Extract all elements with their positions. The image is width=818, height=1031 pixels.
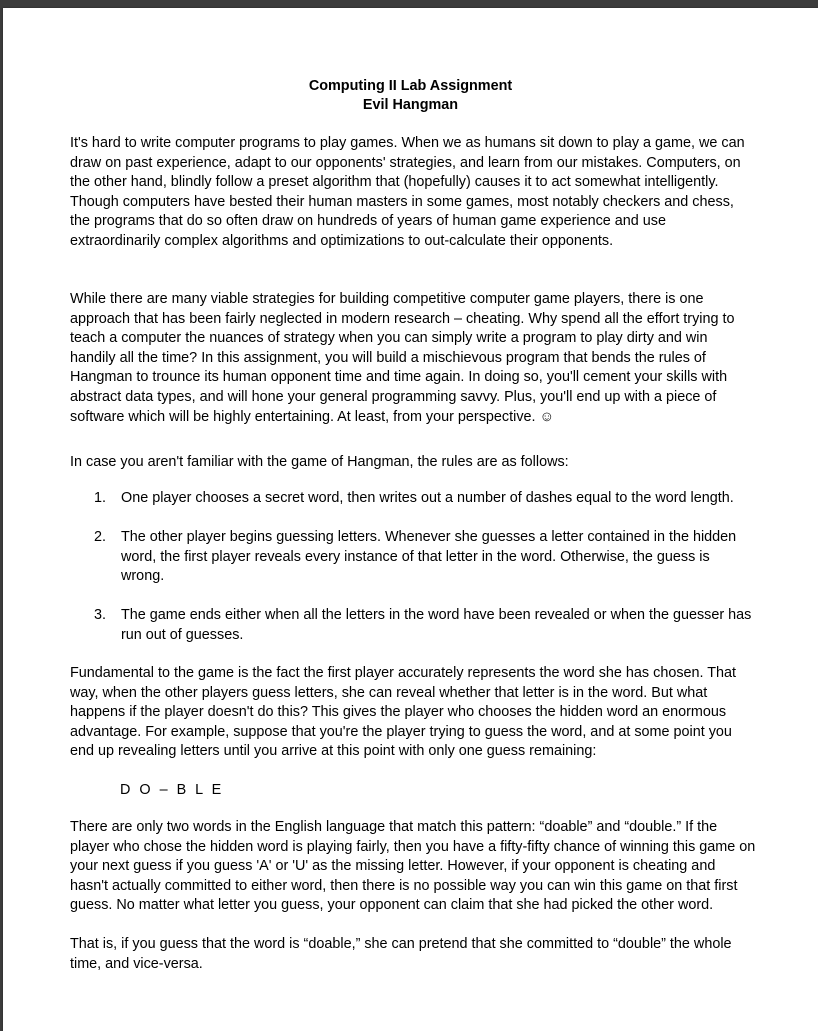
word-pattern: D O – B L E <box>120 782 224 798</box>
paragraph-cheating: While there are many viable strategies for building competitive computer game players, there is one approach that has been fairly neglected in modern research – cheating. Why spend all the effort trying to teach a computer the nuances of strategy when you can simply write a program to play dirty and win handily all the time? In this assignment, you will build a mischievous program that bends the rules of Hangman to trounce its human opponent time and time again. In doing so, you'll cement your skills with abstract data types, and will hone your general programming savvy. Plus, you'll end up with a piece of software which will be highly entertaining. At least, from your perspective. ☺ <box>70 291 735 425</box>
paragraph-intro: It's hard to write computer programs to play games. When we as humans sit down to play a game, we can draw on past experience, adapt to our opponents' strategies, and learn from our mistakes. Computers, on the other hand, blindly follow a preset algorithm that (hopefully) causes it to act somewhat intelligently. Though computers have bested their human masters in some games, most notably checkers and chess, the programs that do so often draw on hundreds of years of human game experience and use extraordinarily complex algorithms and optimizations to out-calculate their opponents. <box>70 135 745 249</box>
list-item-text: The other player begins guessing letters. Whenever she guesses a letter contained in the hidden word, the first player reveals every instance of that letter in the word. Otherwise, the guess is wrong. <box>121 529 737 585</box>
list-item-number: 3. <box>94 607 107 623</box>
list-item-number: 1. <box>94 490 107 506</box>
list-item-text: The game ends either when all the letters in the word have been revealed or when the guesser has run out of guesses. <box>121 607 752 643</box>
title-assignment: Evil Hangman <box>362 97 459 113</box>
list-item-text: One player chooses a secret word, then writes out a number of dashes equal to the word length. <box>121 490 734 506</box>
paragraph-vice-versa: That is, if you guess that the word is “doable,” she can pretend that she committed to “double” the whole time, and vice-versa. <box>70 936 732 972</box>
title-course: Computing II Lab Assignment <box>308 78 513 94</box>
paragraph-fundamental: Fundamental to the game is the fact the first player accurately represents the word she has chosen. That way, when the other players guess letters, she can reveal whether that letter is in the word. But what happens if the player doesn't do this? This gives the player who chooses the hidden word an enormous advantage. For example, suppose that you're the player trying to guess the word, and at some point you end up revealing letters until you arrive at this point with only one guess remaining: <box>70 665 737 760</box>
paragraph-rules-intro: In case you aren't familiar with the game of Hangman, the rules are as follows: <box>70 454 569 470</box>
document-page <box>3 8 818 1031</box>
list-item-number: 2. <box>94 529 107 545</box>
document-title <box>3 77 818 115</box>
paragraph-two-words: There are only two words in the English language that match this pattern: “doable” and “double.” If the player who chose the hidden word is playing fairly, then you have a fifty-fifty chance of winning this game on your next guess if you guess 'A' or 'U' as the missing letter. However, if your opponent is cheating and hasn't actually committed to either word, then there is no possible way you can win this game on that first guess. No matter what letter you guess, your opponent can claim that she had picked the other word. <box>70 819 756 914</box>
